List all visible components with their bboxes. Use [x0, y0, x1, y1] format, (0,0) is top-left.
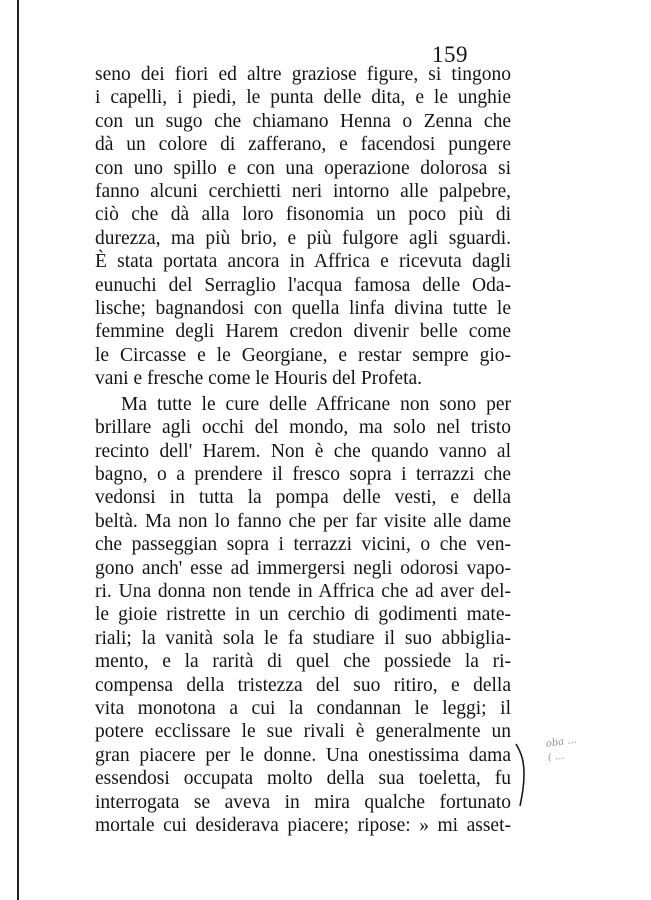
text-line: mortale cui desiderava piacere; ripose: » mi asset- [95, 815, 511, 836]
paragraph-2 [95, 393, 511, 838]
text-line: lische; bagnandosi con quella linfa divina tutte le [95, 298, 511, 320]
text-line: brillare agli occhi del mondo, ma solo nel tristo [95, 417, 511, 439]
margin-annotation-line: oba ... [545, 734, 578, 750]
text-line: essendosi occupata molto della sua toeletta, fu [95, 768, 511, 790]
text-line: compensa della tristezza del suo ritiro, e della [95, 674, 511, 696]
text-line: con un sugo che chiamano Henna o Zenna che [95, 110, 511, 132]
text-line: seno dei fiori ed altre graziose figure, si tingono [95, 64, 511, 85]
margin-annotation [545, 734, 580, 766]
text-line: mento, e la rarità di quel che possiede la ri- [95, 651, 511, 673]
text-line: i capelli, i piedi, le punta delle dita, e le unghie [95, 87, 511, 109]
text-line: Ma tutte le cure delle Affricane non sono per [121, 393, 511, 415]
text-line: gono anch' esse ad immergersi negli odorosi vapo- [95, 557, 511, 579]
text-line: eunuchi del Serraglio l'acqua famosa delle Oda- [95, 274, 511, 296]
text-line: con uno spillo e con una operazione dolorosa si [95, 157, 511, 179]
text-line: riali; la vanità sola le fa studiare il suo abbiglia- [95, 627, 511, 649]
text-line: vita monotona a cui la condannan le leggi; il [95, 697, 511, 719]
text-line: durezza, ma più brio, e più fulgore agli sguardi. [95, 227, 511, 249]
text-line: che passeggian sopra i terrazzi vicini, o che ven- [95, 534, 511, 556]
text-line: fanno alcuni cerchietti neri intorno alle palpebre, [95, 181, 511, 203]
page-spine-line [17, 0, 19, 900]
text-line: potere ecclissare le sue rivali è generalmente un [95, 721, 511, 743]
text-line: dà un colore di zafferano, e facendosi pungere [95, 134, 511, 156]
text-line: le gioie ristrette in un cerchio di godimenti mate- [95, 604, 511, 626]
text-line: vedonsi in tutta la pompa delle vesti, e della [95, 487, 511, 509]
margin-annotation-line: ( ... [547, 750, 566, 764]
text-line: ri. Una donna non tende in Affrica che ad aver del- [95, 580, 511, 602]
text-line: gran piacere per le donne. Una onestissima dama [95, 744, 511, 766]
text-line: recinto dell' Harem. Non è che quando vanno al [95, 440, 511, 462]
text-line: vani e fresche come le Houris del Profeta. [95, 368, 423, 390]
text-line: femmine degli Harem credon divenir belle come [95, 321, 511, 343]
text-block [95, 63, 511, 837]
text-line: beltà. Ma non lo fanno che per far visite alle dame [95, 510, 511, 532]
paragraph-1 [95, 63, 511, 391]
text-line: le Circasse e le Georgiane, e restar sempre gio- [95, 344, 511, 366]
page-number: 159 [432, 42, 468, 67]
text-line: interrogata se aveva in mira qualche fortunato [95, 791, 511, 813]
text-line: bagno, o a prendere il fresco sopra i terrazzi che [95, 463, 511, 485]
text-line: ciò che dà alla loro fisonomia un poco più di [95, 204, 511, 226]
text-line: È stata portata ancora in Affrica e ricevuta dagli [95, 251, 511, 273]
